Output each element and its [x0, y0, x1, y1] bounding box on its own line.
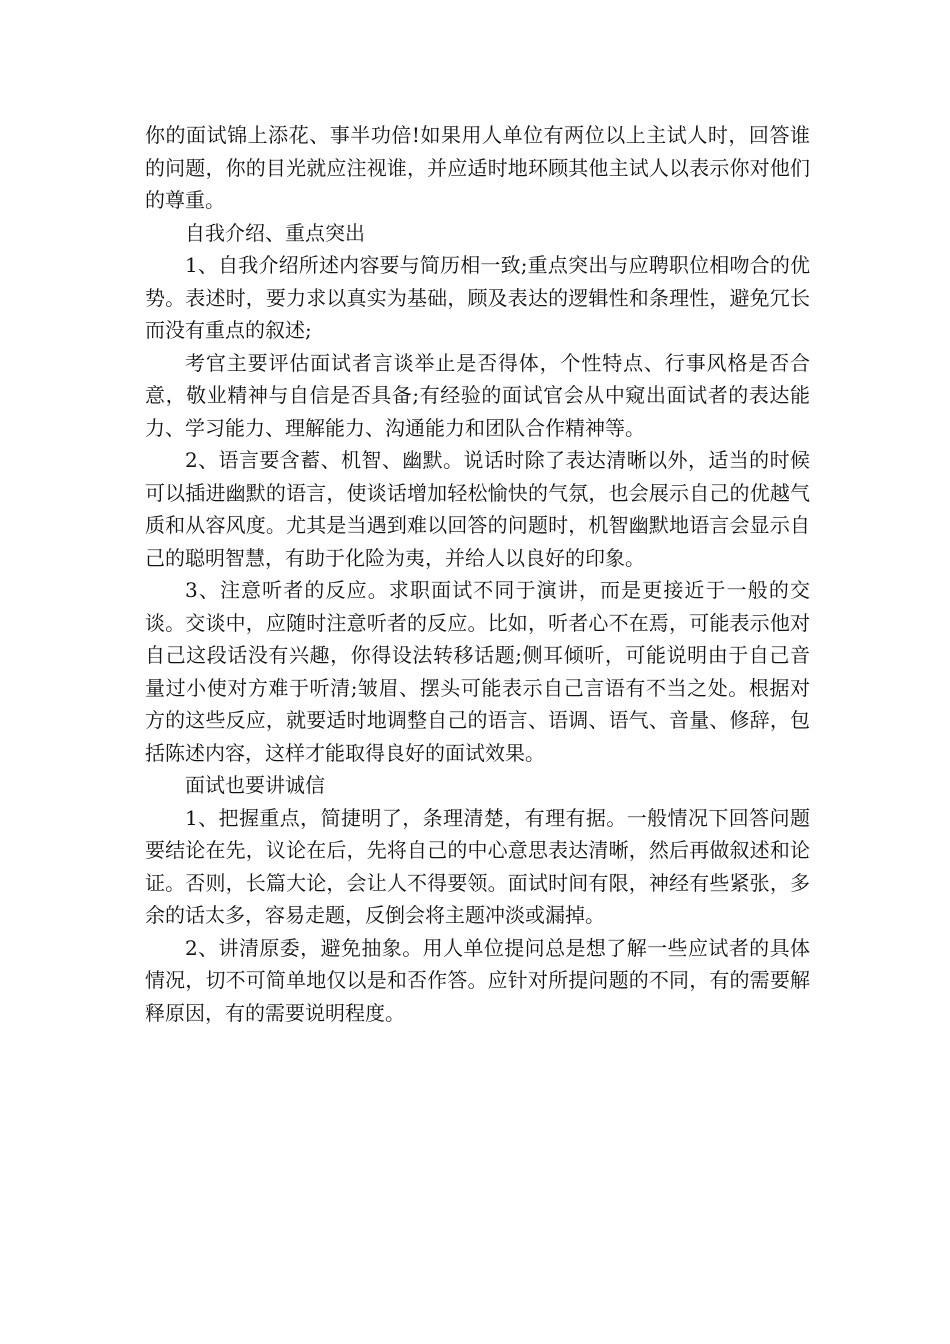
- paragraph-explain-details: 2、讲清原委，避免抽象。用人单位提问总是想了解一些应试者的具体情况，切不可简单地仅以是和否作答。应针对所提问题的不同，有的需要解释原因，有的需要说明程度。: [145, 935, 810, 1025]
- paragraph-key-points: 1、把握重点，简捷明了，条理清楚，有理有据。一般情况下回答问题要结论在先，议论在后，先将自己的中心意思表达清晰，然后再做叙述和论证。否则，长篇大论，会让人不得要领。面试时间有限，神经有些紧张，多余的话太多，容易走题，反倒会将主题冲淡或漏掉。: [145, 805, 810, 927]
- paragraph-examiner-evaluation: 考官主要评估面试者言谈举止是否得体，个性特点、行事风格是否合意，敬业精神与自信是否具备;有经验的面试官会从中窥出面试者的表达能力、学习能力、理解能力、沟通能力和团队合作精神等。: [145, 350, 810, 440]
- paragraph-continuation: 你的面试锦上添花、事半功倍!如果用人单位有两位以上主试人时，回答谁的问题，你的目光就应注视谁，并应适时地环顾其他主试人以表示你对他们的尊重。: [145, 123, 810, 212]
- document-body: [145, 119, 810, 1029]
- section-heading-integrity: 面试也要讲诚信: [185, 773, 325, 797]
- paragraph-self-intro-1: 1、自我介绍所述内容要与简历相一致;重点突出与应聘职位相吻合的优势。表述时，要力求以真实为基础，顾及表达的逻辑性和条理性，避免冗长而没有重点的叙述;: [145, 253, 810, 342]
- section-heading-self-intro: 自我介绍、重点突出: [185, 220, 365, 245]
- paragraph-language-humor: 2、语言要含蓄、机智、幽默。说话时除了表达清晰以外，适当的时候可以插进幽默的语言，使谈话增加轻松愉快的气氛，也会展示自己的优越气质和从容风度。尤其是当遇到难以回答的问题时，机智幽默地语言会显示自己的聪明智慧，有助于化险为夷，并给人以良好的印象。: [145, 448, 810, 570]
- paragraph-listener-reaction: 3、注意听者的反应。求职面试不同于演讲，而是更接近于一般的交谈。交谈中，应随时注意听者的反应。比如，听者心不在焉，可能表示他对自己这段话没有兴趣，你得设法转移话题;侧耳倾听，可能说明由于自己音量过小使对方难于听清;皱眉、摆头可能表示自己言语有不当之处。根据对方的这些反应，就要适时地调整自己的语言、语调、语气、音量、修辞，包括陈述内容，这样才能取得良好的面试效果。: [145, 578, 810, 765]
